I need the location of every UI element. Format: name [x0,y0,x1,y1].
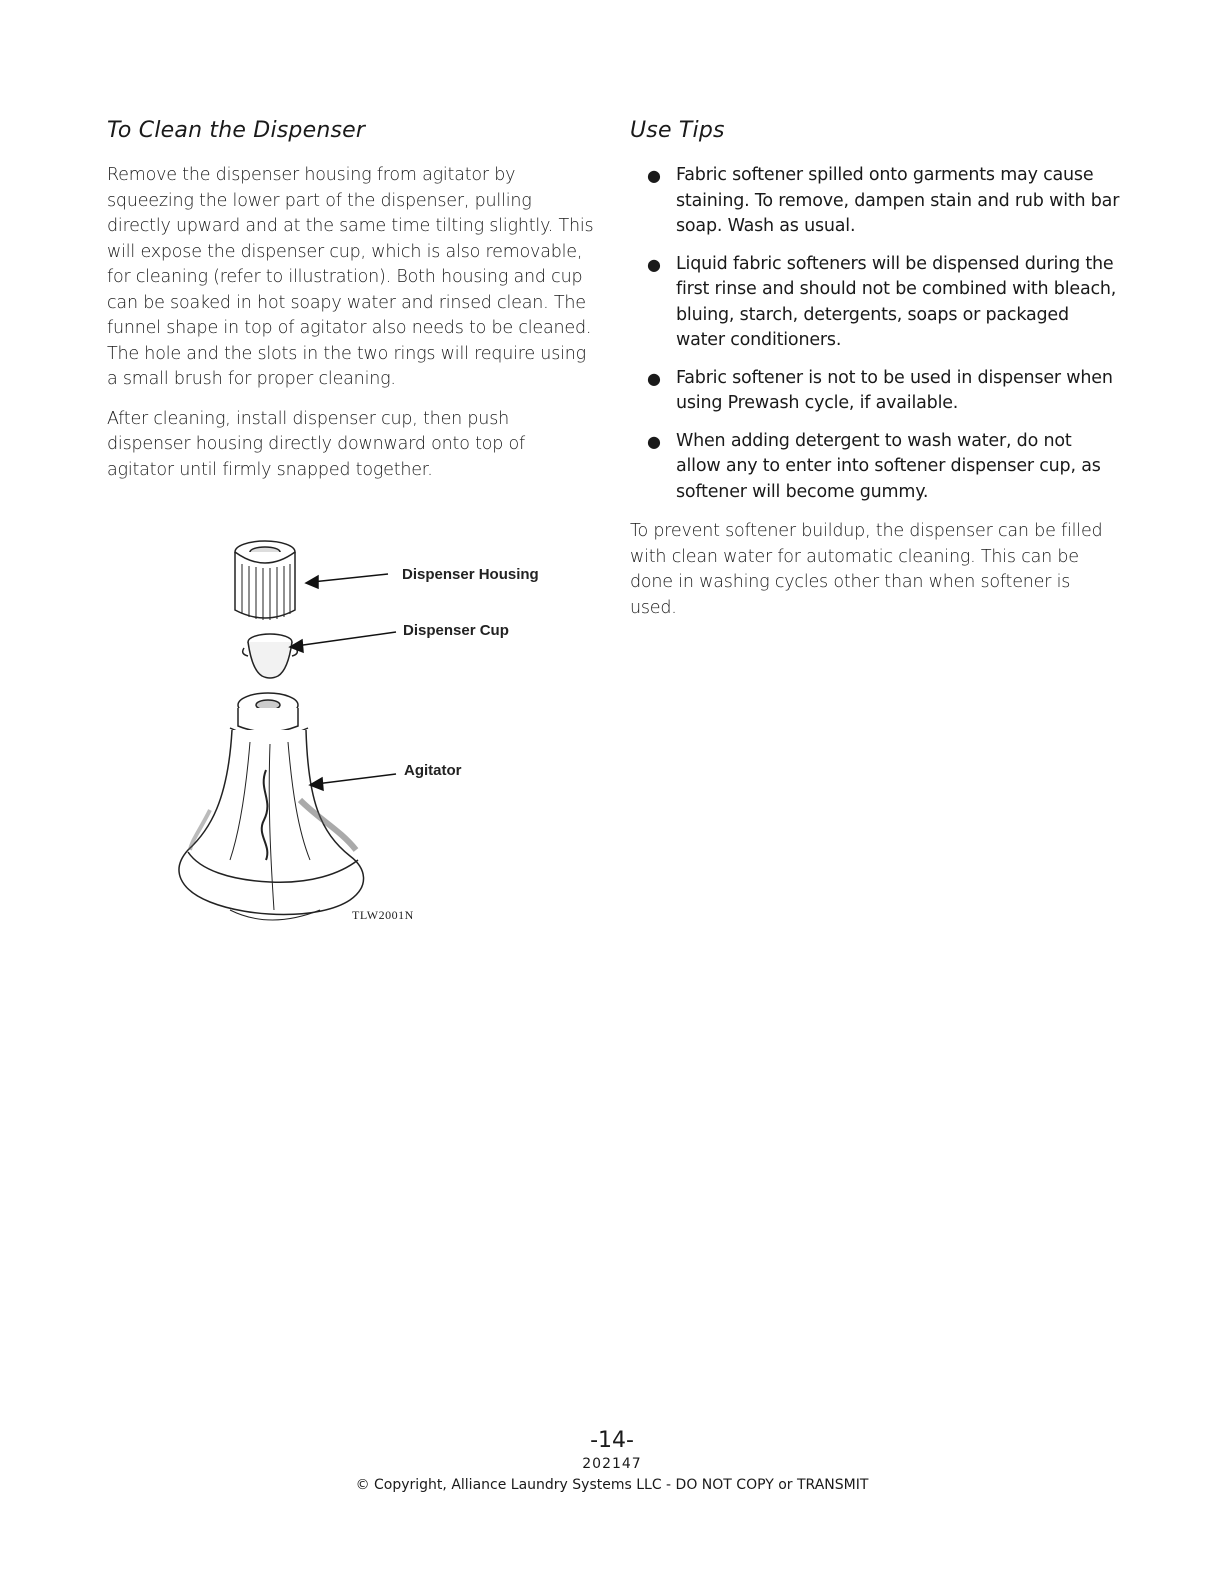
bullet-icon: ● [647,431,661,451]
list-item [630,366,1120,417]
label-agitator: Agitator [404,762,462,779]
agitator-body-drawing [179,693,364,920]
right-column [630,118,1120,635]
paragraph-remove-housing: Remove the dispenser housing from agitator by squeezing the lower part of the dispenser, pulling directly upward and at the same time tilting slightly. This will expose the dispenser cup, which is also removable, for cleaning (refer to illustration). Both housing and cup can be soaked in hot soapy water and rinsed clean. The funnel shape in top of agitator also needs to be cleaned. The hole and the slots in the two rings will require using a small brush for proper cleaning. [107,165,594,389]
dispenser-cup-drawing [243,634,298,678]
list-item [630,252,1120,354]
dispenser-illustration [170,530,590,950]
tip-text: Fabric softener is not to be used in dispenser when using Prewash cycle, if available. [676,367,1113,413]
section-heading-use-tips: Use Tips [630,118,725,143]
list-item [630,429,1120,506]
document-number: 202147 [582,1456,642,1472]
left-column [107,118,597,497]
bullet-icon: ● [647,166,661,185]
label-dispenser-housing: Dispenser Housing [402,566,539,583]
bullet-icon: ● [647,368,661,388]
dispenser-housing-drawing [235,541,295,620]
paragraph-softener-buildup: To prevent softener buildup, the dispenser can be filled with clean water for automatic cleaning. This can be done in washing cycles other than when softener is used. [630,521,1103,618]
tip-text: Liquid fabric softeners will be dispensed during the first rinse and should not be combined with bleach, bluing, starch, detergents, soaps or packaged water conditioners. [676,253,1117,350]
page-number: -14- [590,1428,634,1453]
tip-text: When adding detergent to wash water, do not allow any to enter into softener dispenser cup, as softener will become gummy. [676,430,1101,502]
tip-text: Fabric softener spilled onto garments may cause staining. To remove, dampen stain and rub with bar soap. Wash as usual. [676,165,1120,236]
figure-code: TLW2001N [352,908,414,922]
tips-list [630,163,1120,505]
list-item [630,163,1120,240]
section-heading-clean-dispenser: To Clean the Dispenser [107,118,366,143]
copyright-notice: © Copyright, Alliance Laundry Systems LLC - DO NOT COPY or TRANSMIT [355,1477,869,1493]
bullet-icon: ● [647,254,661,274]
label-dispenser-cup: Dispenser Cup [403,622,509,639]
paragraph-after-cleaning: After cleaning, install dispenser cup, then push dispenser housing directly downward onto top of agitator until firmly snapped together. [107,408,525,480]
agitator-drawing [170,530,590,950]
